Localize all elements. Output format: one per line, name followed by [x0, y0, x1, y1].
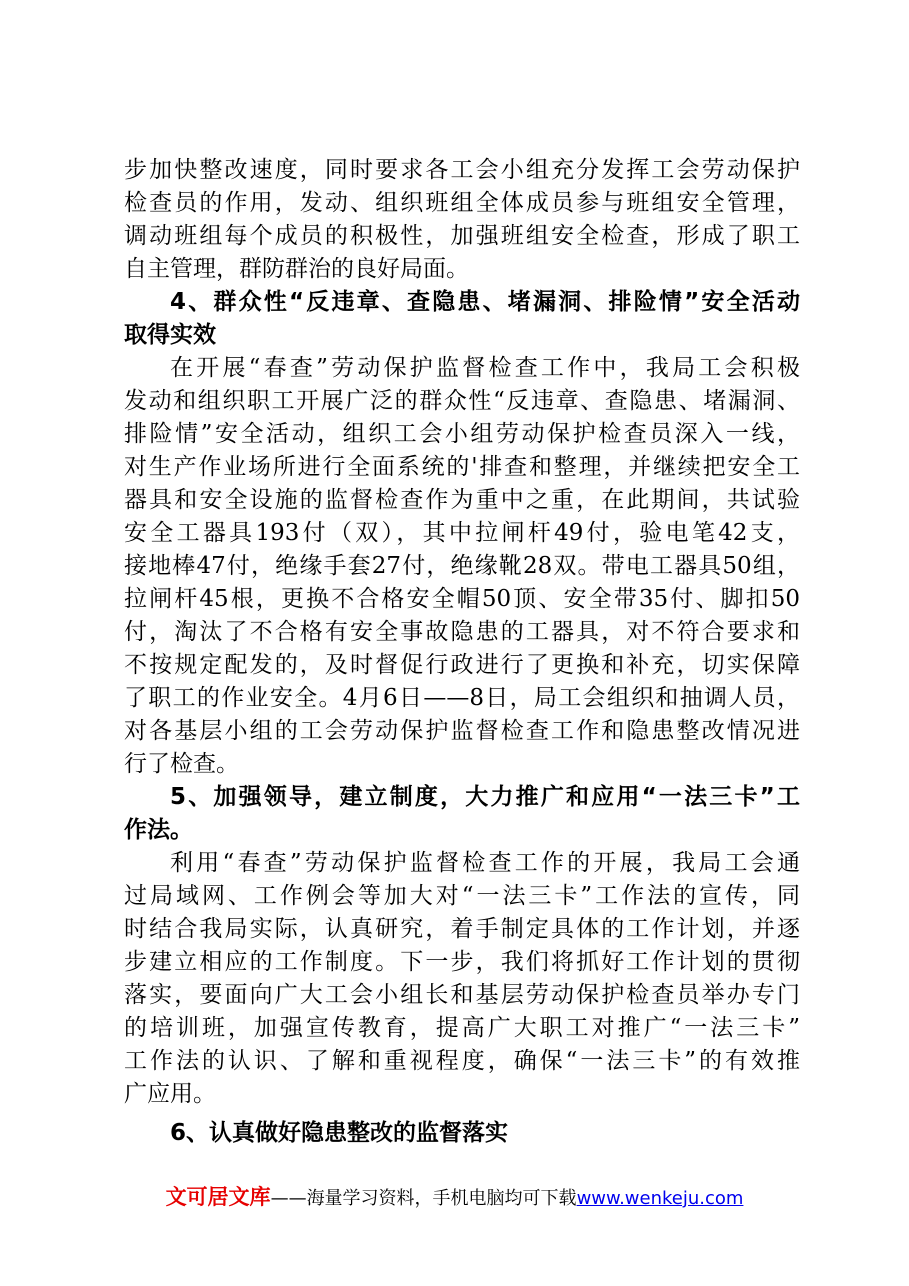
footer-link[interactable]: www.wenkeju.com	[576, 1188, 744, 1209]
section-heading-4-cont: 取得实效	[124, 322, 216, 348]
body-text-line: 检查员的作用，发动、组织班组全体成员参与班组安全管理，	[124, 190, 800, 216]
body-text-line: 步建立相应的工作制度。下一步，我们将抓好工作计划的贯彻	[124, 949, 800, 975]
body-text-line: 利用“春查”劳动保护监督检查工作的开展，我局工会通	[170, 850, 800, 876]
body-text-line: 过局域网、工作例会等加大对“一法三卡”工作法的宣传，同	[124, 883, 800, 909]
body-text-line: 对生产作业场所进行全面系统的'排查和整理，并继续把安全工	[124, 454, 800, 480]
body-text-line: 器具和安全设施的监督检查作为重中之重，在此期间，共试验	[124, 487, 800, 513]
body-text-line: 不按规定配发的，及时督促行政进行了更换和补充，切实保障	[124, 652, 800, 678]
section-heading-5-cont: 作法。	[124, 817, 193, 843]
body-text-line: 安全工器具193付（双），其中拉闸杆49付，验电笔42支，	[124, 520, 800, 546]
body-text-line: 发动和组织职工开展广泛的群众性“反违章、查隐患、堵漏洞、	[124, 388, 800, 414]
footer-tagline: ——海量学习资料，手机电脑均可下载	[270, 1188, 577, 1209]
body-text-line: 广应用。	[124, 1081, 216, 1107]
section-heading-4: 4、群众性“反违章、查隐患、堵漏洞、排险情”安全活动	[170, 289, 800, 315]
footer-brand: 文可居文库	[165, 1185, 271, 1209]
body-text-line: 行了检查。	[124, 751, 239, 777]
body-text-line: 的培训班，加强宣传教育，提高广大职工对推广“一法三卡”	[124, 1015, 800, 1041]
body-text-line: 在开展“春查”劳动保护监督检查工作中，我局工会积极	[170, 355, 800, 381]
section-heading-5: 5、加强领导，建立制度，大力推广和应用“一法三卡”工	[170, 784, 800, 810]
body-text-line: 拉闸杆45根，更换不合格安全帽50顶、安全带35付、脚扣50	[124, 586, 800, 612]
body-text-line: 对各基层小组的工会劳动保护监督检查工作和隐患整改情况进	[124, 718, 800, 744]
body-text-line: 接地棒47付，绝缘手套27付，绝缘靴28双。带电工器具50组，	[124, 553, 800, 579]
body-text-line: 排险情”安全活动，组织工会小组劳动保护检查员深入一线，	[124, 421, 800, 447]
body-text-line: 调动班组每个成员的积极性，加强班组安全检查，形成了职工	[124, 223, 800, 249]
body-text-line: 落实，要面向广大工会小组长和基层劳动保护检查员举办专门	[124, 982, 800, 1008]
body-text-line: 付，淘汰了不合格有安全事故隐患的工器具，对不符合要求和	[124, 619, 800, 645]
section-heading-6: 6、认真做好隐患整改的监督落实	[170, 1120, 509, 1146]
body-text-line: 自主管理，群防群治的良好局面。	[124, 256, 469, 282]
body-text-line: 了职工的作业安全。4月6日——8日，局工会组织和抽调人员，	[124, 685, 800, 711]
body-text-line: 时结合我局实际，认真研究，着手制定具体的工作计划，并逐	[124, 916, 800, 942]
body-text-line: 步加快整改速度，同时要求各工会小组充分发挥工会劳动保护	[124, 157, 800, 183]
footer-banner	[0, 1183, 909, 1213]
body-text-line: 工作法的认识、了解和重视程度，确保“一法三卡”的有效推	[124, 1048, 800, 1074]
